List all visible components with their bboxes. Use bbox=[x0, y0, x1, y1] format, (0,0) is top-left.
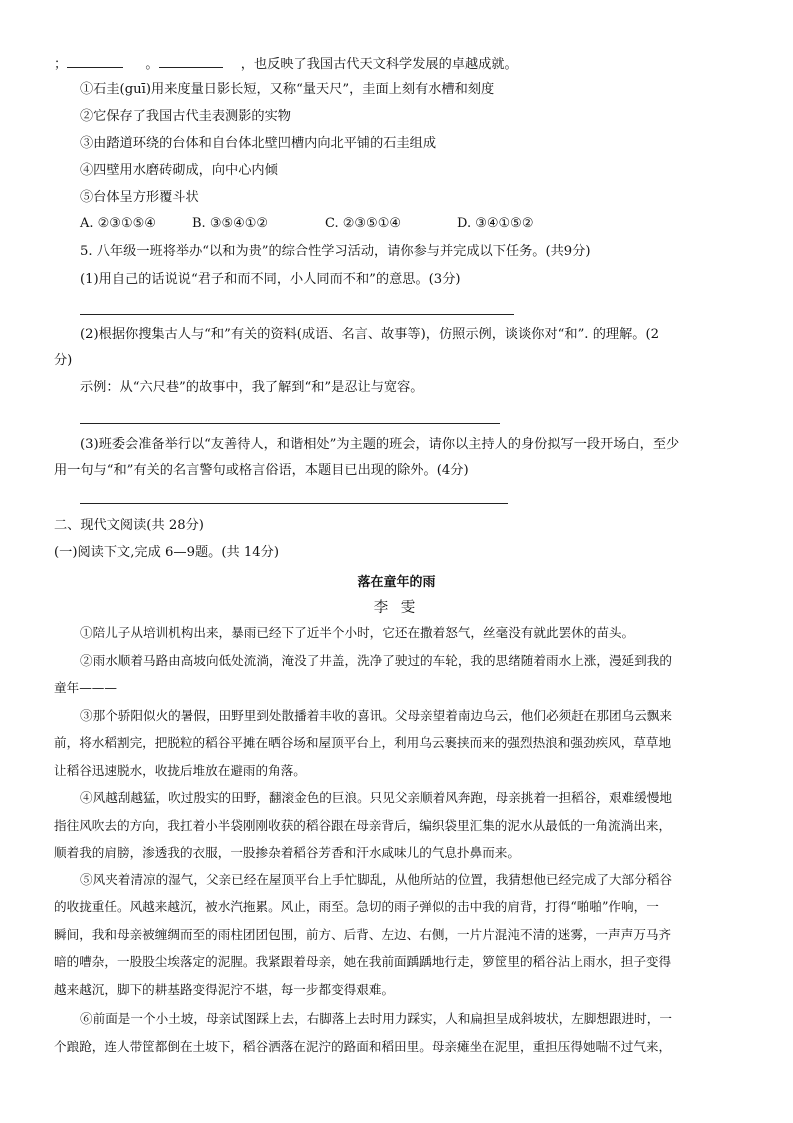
sentence-item-5: ⑤台体呈方形覆斗状 bbox=[80, 190, 199, 205]
section-heading: 二、现代文阅读(共 28分) bbox=[54, 518, 204, 533]
q5-sub1: (1)用自己的话说说“君子和而不同，小人同而不和”的意思。(3分) bbox=[80, 272, 461, 287]
essay-line: 指往风吹去的方向，我扛着小半袋刚刚收获的稻谷跟在母亲背后，编织袋里汇集的泥水从最低的一角流淌出来， bbox=[54, 818, 672, 833]
essay-line: 顺着我的肩膀，渗透我的衣服，一股掺杂着稻谷芳香和汗水咸味儿的气息扑鼻而来。 bbox=[54, 845, 520, 860]
q5-example: 示例：从“六尺巷”的故事中，我了解到“和”是忍让与宽容。 bbox=[80, 380, 424, 395]
option-d[interactable]: D. ③④①⑤② bbox=[457, 216, 534, 231]
q5-stem: 5. 八年级一班将举办“以和为贵”的综合性学习活动，请你参与并完成以下任务。(共9分) bbox=[80, 244, 591, 259]
fill-suffix: ，也反映了我国古代天文科学发展的卓越成就。 bbox=[240, 57, 518, 72]
essay-line: ②雨水顺着马路由高坡向低处流淌，淹没了井盖，洗净了驶过的车轮，我的思绪随着雨水上涨，漫延到我的 bbox=[80, 653, 672, 668]
fill-prefix: ； bbox=[54, 57, 68, 72]
sentence-item-1: ①石圭(guī)用来度量日影长短，又称“量天尺”，圭面上刻有水槽和刻度 bbox=[80, 82, 495, 97]
essay-line: 的收拢重任。风越来越沉，被水汽拖累。风止，雨至。急切的雨子弹似的击中我的肩背，打得“啪啪”作响，一 bbox=[54, 899, 659, 914]
q5-sub2-line2: 分) bbox=[54, 353, 73, 368]
fill-mid: 。 bbox=[145, 57, 159, 72]
essay-line: ④风越刮越猛，吹过殷实的田野，翻滚金色的巨浪。只见父亲顺着风奔跑，母亲挑着一担稻谷，艰难缓慢地 bbox=[80, 790, 672, 805]
essay-line: ③那个骄阳似火的暑假，田野里到处散播着丰收的喜讯。父母亲望着南边乌云，他们必须赶在那团乌云飘来 bbox=[80, 708, 672, 723]
essay-line: 越来越沉，脚下的耕基路变得泥泞不堪，每一步都变得艰难。 bbox=[54, 982, 395, 997]
essay-line: 让稻谷迅速脱水，收拢后堆放在避雨的角落。 bbox=[54, 763, 306, 778]
option-a[interactable]: A. ②③①⑤④ bbox=[80, 216, 156, 231]
essay-line: 瞬间，我和母亲被缠绸而至的雨柱团团包围，前方、后背、左边、右侧，一片片混沌不清的迷雾，一声声万马齐 bbox=[54, 927, 672, 942]
sentence-item-3: ③由踏道环绕的台体和自台体北壁凹槽内向北平铺的石圭组成 bbox=[80, 136, 437, 151]
section-subheading: (一)阅读下文,完成 6—9题。(共 14分) bbox=[54, 545, 279, 560]
essay-line: 个踉跄，连人带筐都倒在土坡下，稻谷洒落在泥泞的路面和稻田里。母亲瘫坐在泥里，重担压得她喘不过气来， bbox=[54, 1039, 672, 1054]
top-fill-line bbox=[54, 53, 518, 74]
q5-sub3-line2: 用一句与“和”有关的名言警句或格言俗语，本题目已出现的除外。(4分) bbox=[54, 463, 469, 478]
sentence-item-4: ④四壁用水磨砖砌成，向中心内倾 bbox=[80, 163, 278, 178]
fill-blank-1[interactable] bbox=[67, 53, 123, 68]
essay-line: 暗的嘈杂，一股股尘埃落定的泥腥。我紧跟着母亲，她在我前面踽踽地行走，箩筐里的稻谷沾上雨水，担子变得 bbox=[54, 954, 672, 969]
option-c[interactable]: C. ②③⑤①④ bbox=[325, 216, 402, 231]
essay-title: 落在童年的雨 bbox=[357, 575, 436, 590]
option-b[interactable]: B. ③⑤④①② bbox=[192, 216, 269, 231]
answer-line-2[interactable] bbox=[80, 423, 500, 424]
essay-line: ⑤风夹着清凉的湿气，父亲已经在屋顶平台上手忙脚乱，从他所站的位置，我猜想他已经完成了大部分稻谷 bbox=[80, 872, 672, 887]
q5-sub3-line1: (3)班委会准备举行以“友善待人，和谐相处”为主题的班会，请你以主持人的身份拟写一段开场白，至少 bbox=[80, 437, 680, 452]
essay-line: ①陪儿子从培训机构出来，暴雨已经下了近半个小时，它还在撒着怒气，丝毫没有就此罢休的苗头。 bbox=[80, 625, 635, 640]
sentence-item-2: ②它保存了我国古代圭表测影的实物 bbox=[80, 109, 291, 124]
fill-blank-2[interactable] bbox=[159, 53, 223, 68]
essay-author: 李 雯 bbox=[373, 600, 420, 616]
answer-line-1[interactable] bbox=[80, 314, 514, 315]
answer-line-3[interactable] bbox=[80, 503, 508, 504]
q5-sub2-line1: (2)根据你搜集古人与“和”有关的资料(成语、名言、故事等)，仿照示例，谈谈你对“和”. 的理解。(2 bbox=[80, 327, 659, 342]
essay-line: 前，将水稻割完，把脱粒的稻谷平摊在晒谷场和屋顶平台上，利用乌云裹挟而来的强烈热浪和强劲疾风，草草地 bbox=[54, 735, 672, 750]
essay-line: ⑥前面是一个小土坡，母亲试图踩上去，右脚落上去时用力踩实，人和扁担呈成斜坡状，左脚想跟进时，一 bbox=[80, 1011, 672, 1026]
essay-line: 童年——— bbox=[54, 680, 117, 695]
